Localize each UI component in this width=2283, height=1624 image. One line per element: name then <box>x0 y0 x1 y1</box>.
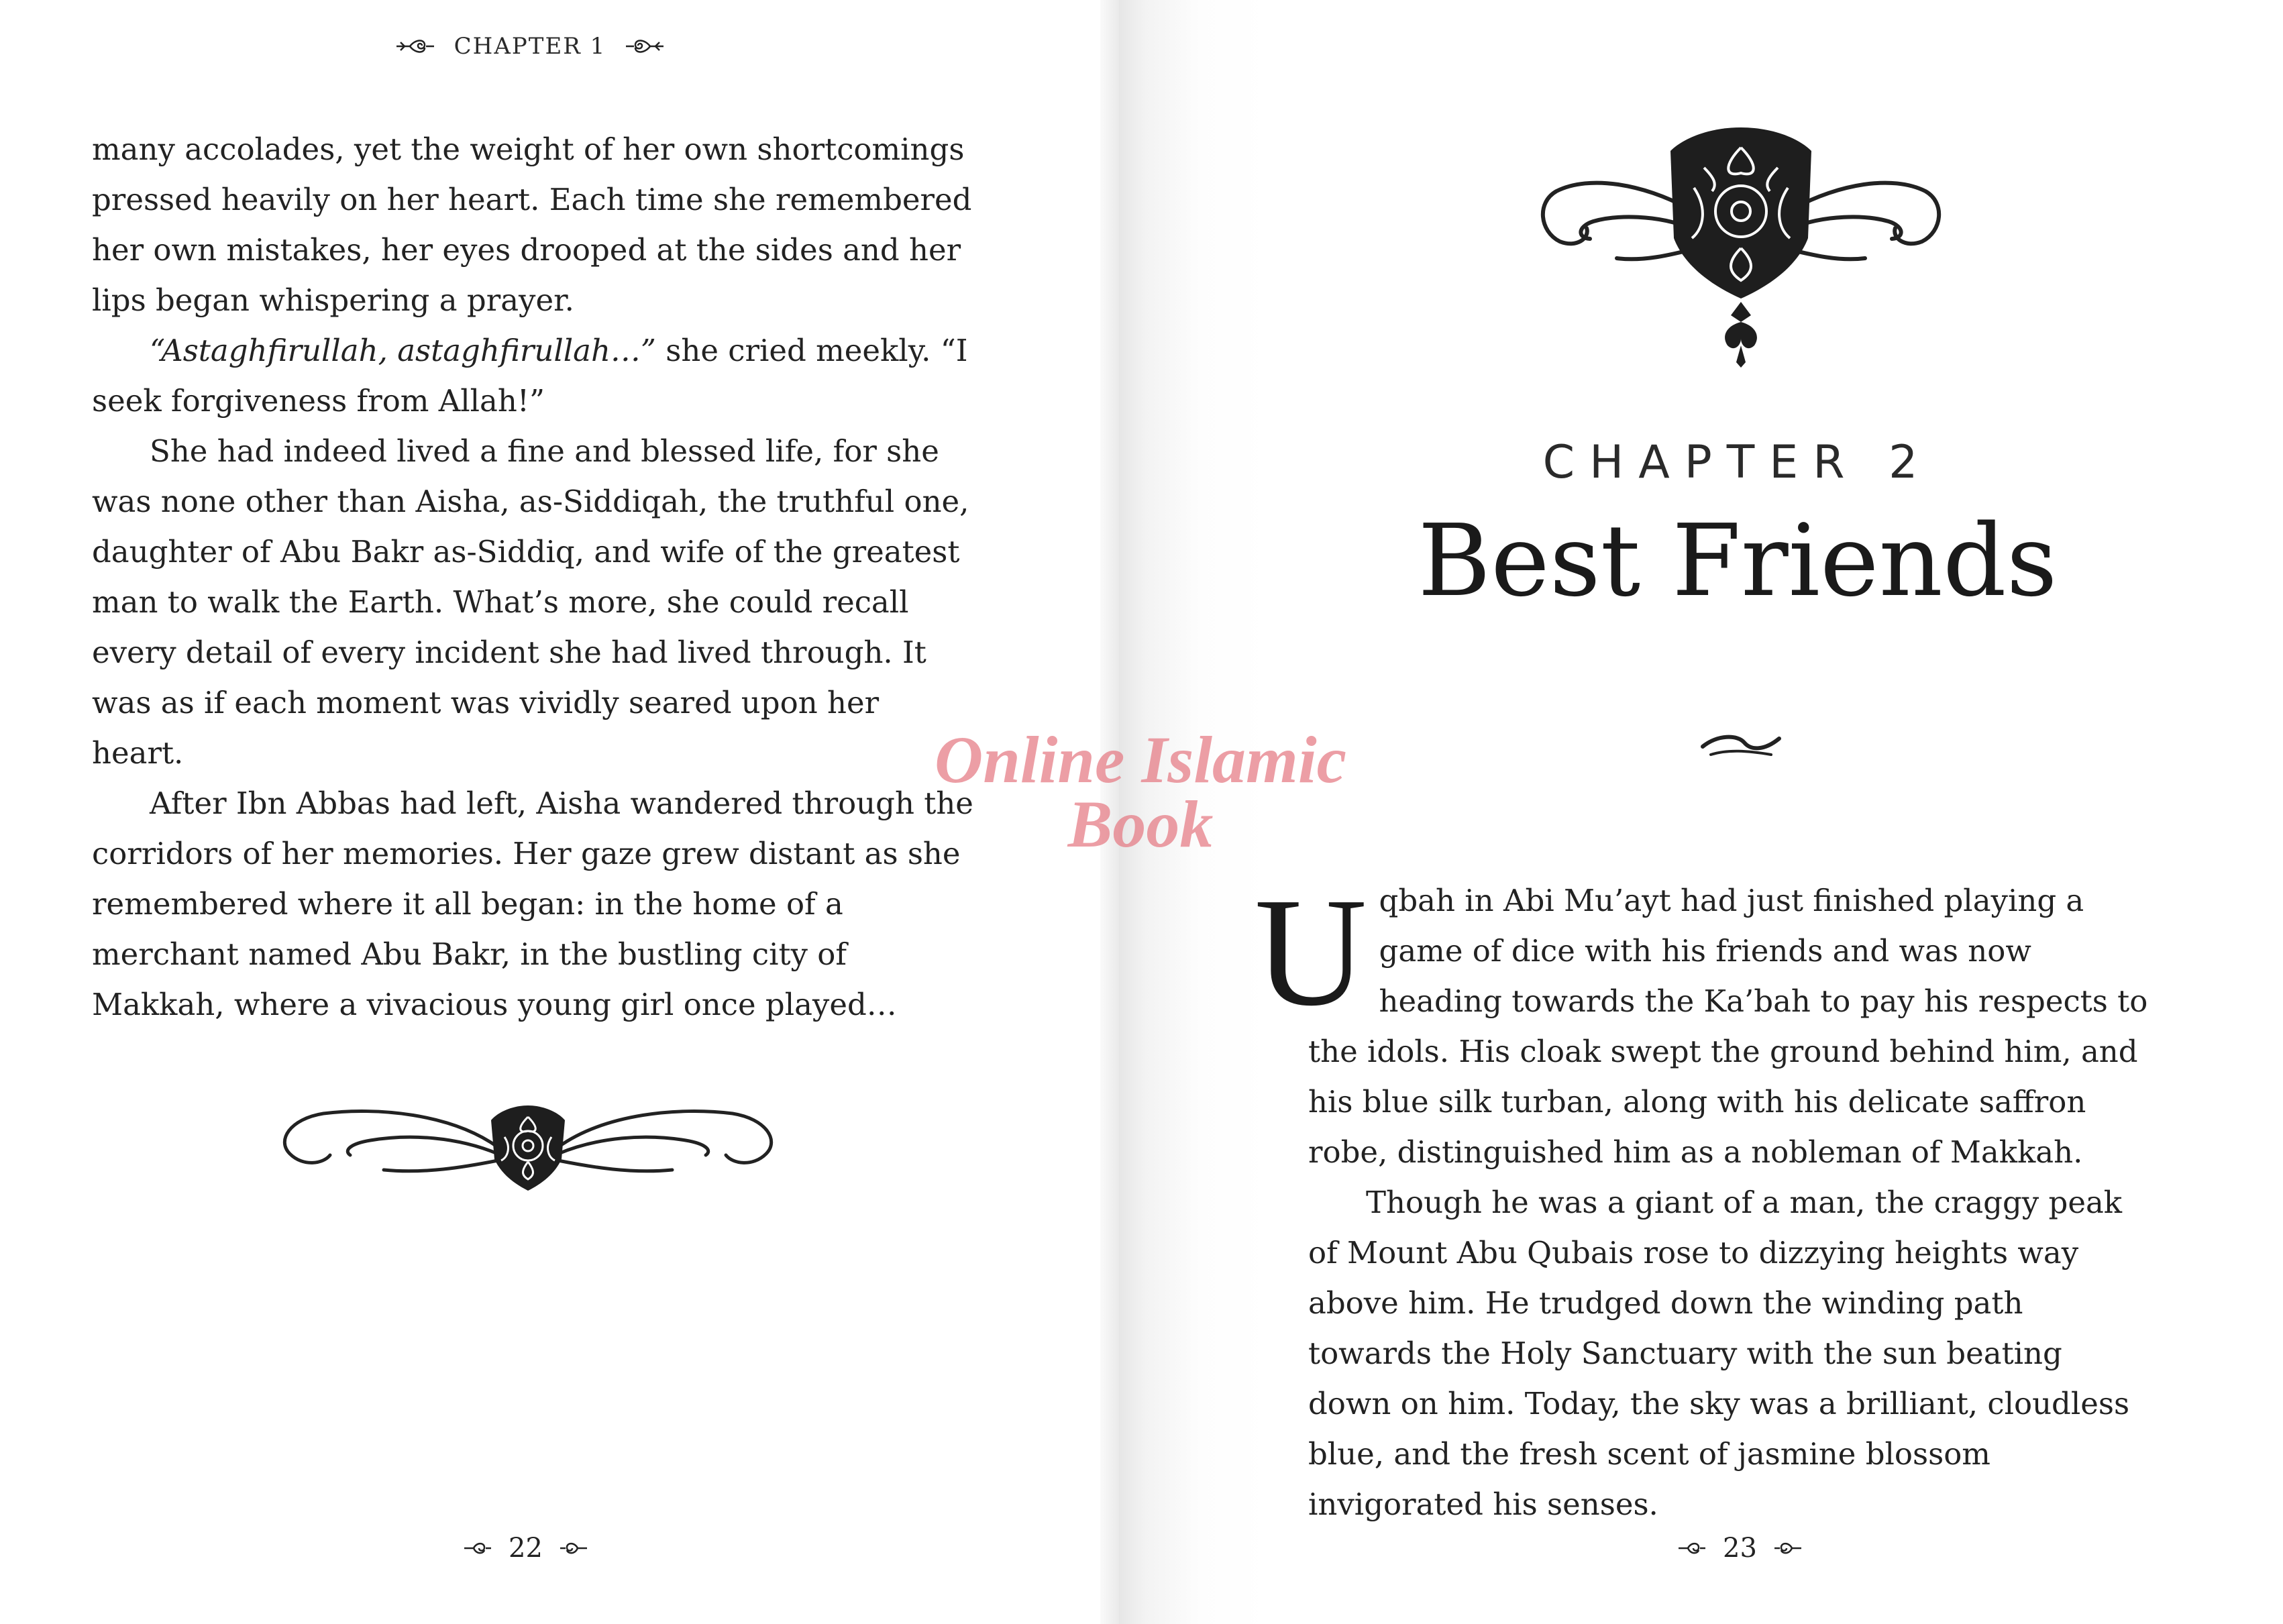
ornamental-divider-icon <box>276 1100 780 1194</box>
paragraph: Uqbah in Abi Mu’ayt had just finished playing a game of dice with his friends and was now heading towards the Ka’bah to pay his respects to the idols. His cloak swept the ground behind him, and his blue silk turban, along with his delicate saffron robe, distinguished him as a nobleman of Makkah. <box>1255 866 2148 1170</box>
page-number: 22 <box>509 1533 543 1564</box>
paragraph: Though he was a giant of a man, the craggy peak of Mount Abu Qubais rose to dizzying heights way above him. He trudged down the winding path towards the Holy Sanctuary with the sun beating down on him. Today, the sky was a brilliant, cloudless blue, and the fresh scent of jasmine blossom invigorated his senses. <box>1308 1185 2130 1522</box>
running-head-label: CHAPTER 1 <box>454 33 606 60</box>
paragraph: many accolades, yet the weight of her own shortcomings pressed heavily on her heart. Each time she remembered her own mistakes, her eyes drooped at the sides and her lips began whispering a prayer. <box>92 131 972 318</box>
watermark <box>865 722 1416 861</box>
crest-ornament-icon <box>1536 121 1946 369</box>
paragraph: After Ibn Abbas had left, Aisha wandered through the corridors of her memories. Her gaze grew distant as she remembered where it all began: in the home of a merchant named Abu Bakr, in the bustling city of Makkah, where a vivacious young girl once played… <box>92 786 973 1022</box>
fleuron-icon <box>1677 1538 1707 1558</box>
running-head <box>389 30 671 63</box>
paragraph: She had indeed lived a fine and blessed life, for she was none other than Aisha, as-Siddiqah, the truthful one, daughter of Abu Bakr as-Siddiq, and wife of the greatest man to walk the Earth. What’s more, she could recall every detail of every incident she had lived through. It was as if each moment was vividly seared upon her heart. <box>92 433 969 771</box>
watermark-line: Online Islamic <box>935 722 1346 797</box>
fleuron-icon <box>395 36 435 56</box>
right-body-text <box>1255 866 2154 1529</box>
watermark-line: Book <box>1067 787 1214 861</box>
swash-icon <box>1697 728 1785 761</box>
page-number-right <box>1677 1528 1803 1568</box>
fleuron-icon <box>463 1538 492 1558</box>
paragraph: “Astaghfirullah, astaghfirullah…” she cried meekly. “I seek forgiveness from Allah!” <box>92 333 968 419</box>
drop-cap: U <box>1255 866 1367 1038</box>
fleuron-icon <box>1773 1538 1803 1558</box>
fleuron-icon <box>559 1538 588 1558</box>
chapter-label: CHAPTER 2 <box>1542 436 1933 489</box>
body-text <box>92 124 977 1030</box>
fleuron-icon <box>625 36 665 56</box>
page-number-left <box>463 1528 588 1568</box>
italic-prayer: “Astaghfirullah, astaghfirullah…” <box>150 333 656 368</box>
chapter-title: Best Friends <box>1418 503 2058 618</box>
page-number: 23 <box>1723 1533 1757 1564</box>
